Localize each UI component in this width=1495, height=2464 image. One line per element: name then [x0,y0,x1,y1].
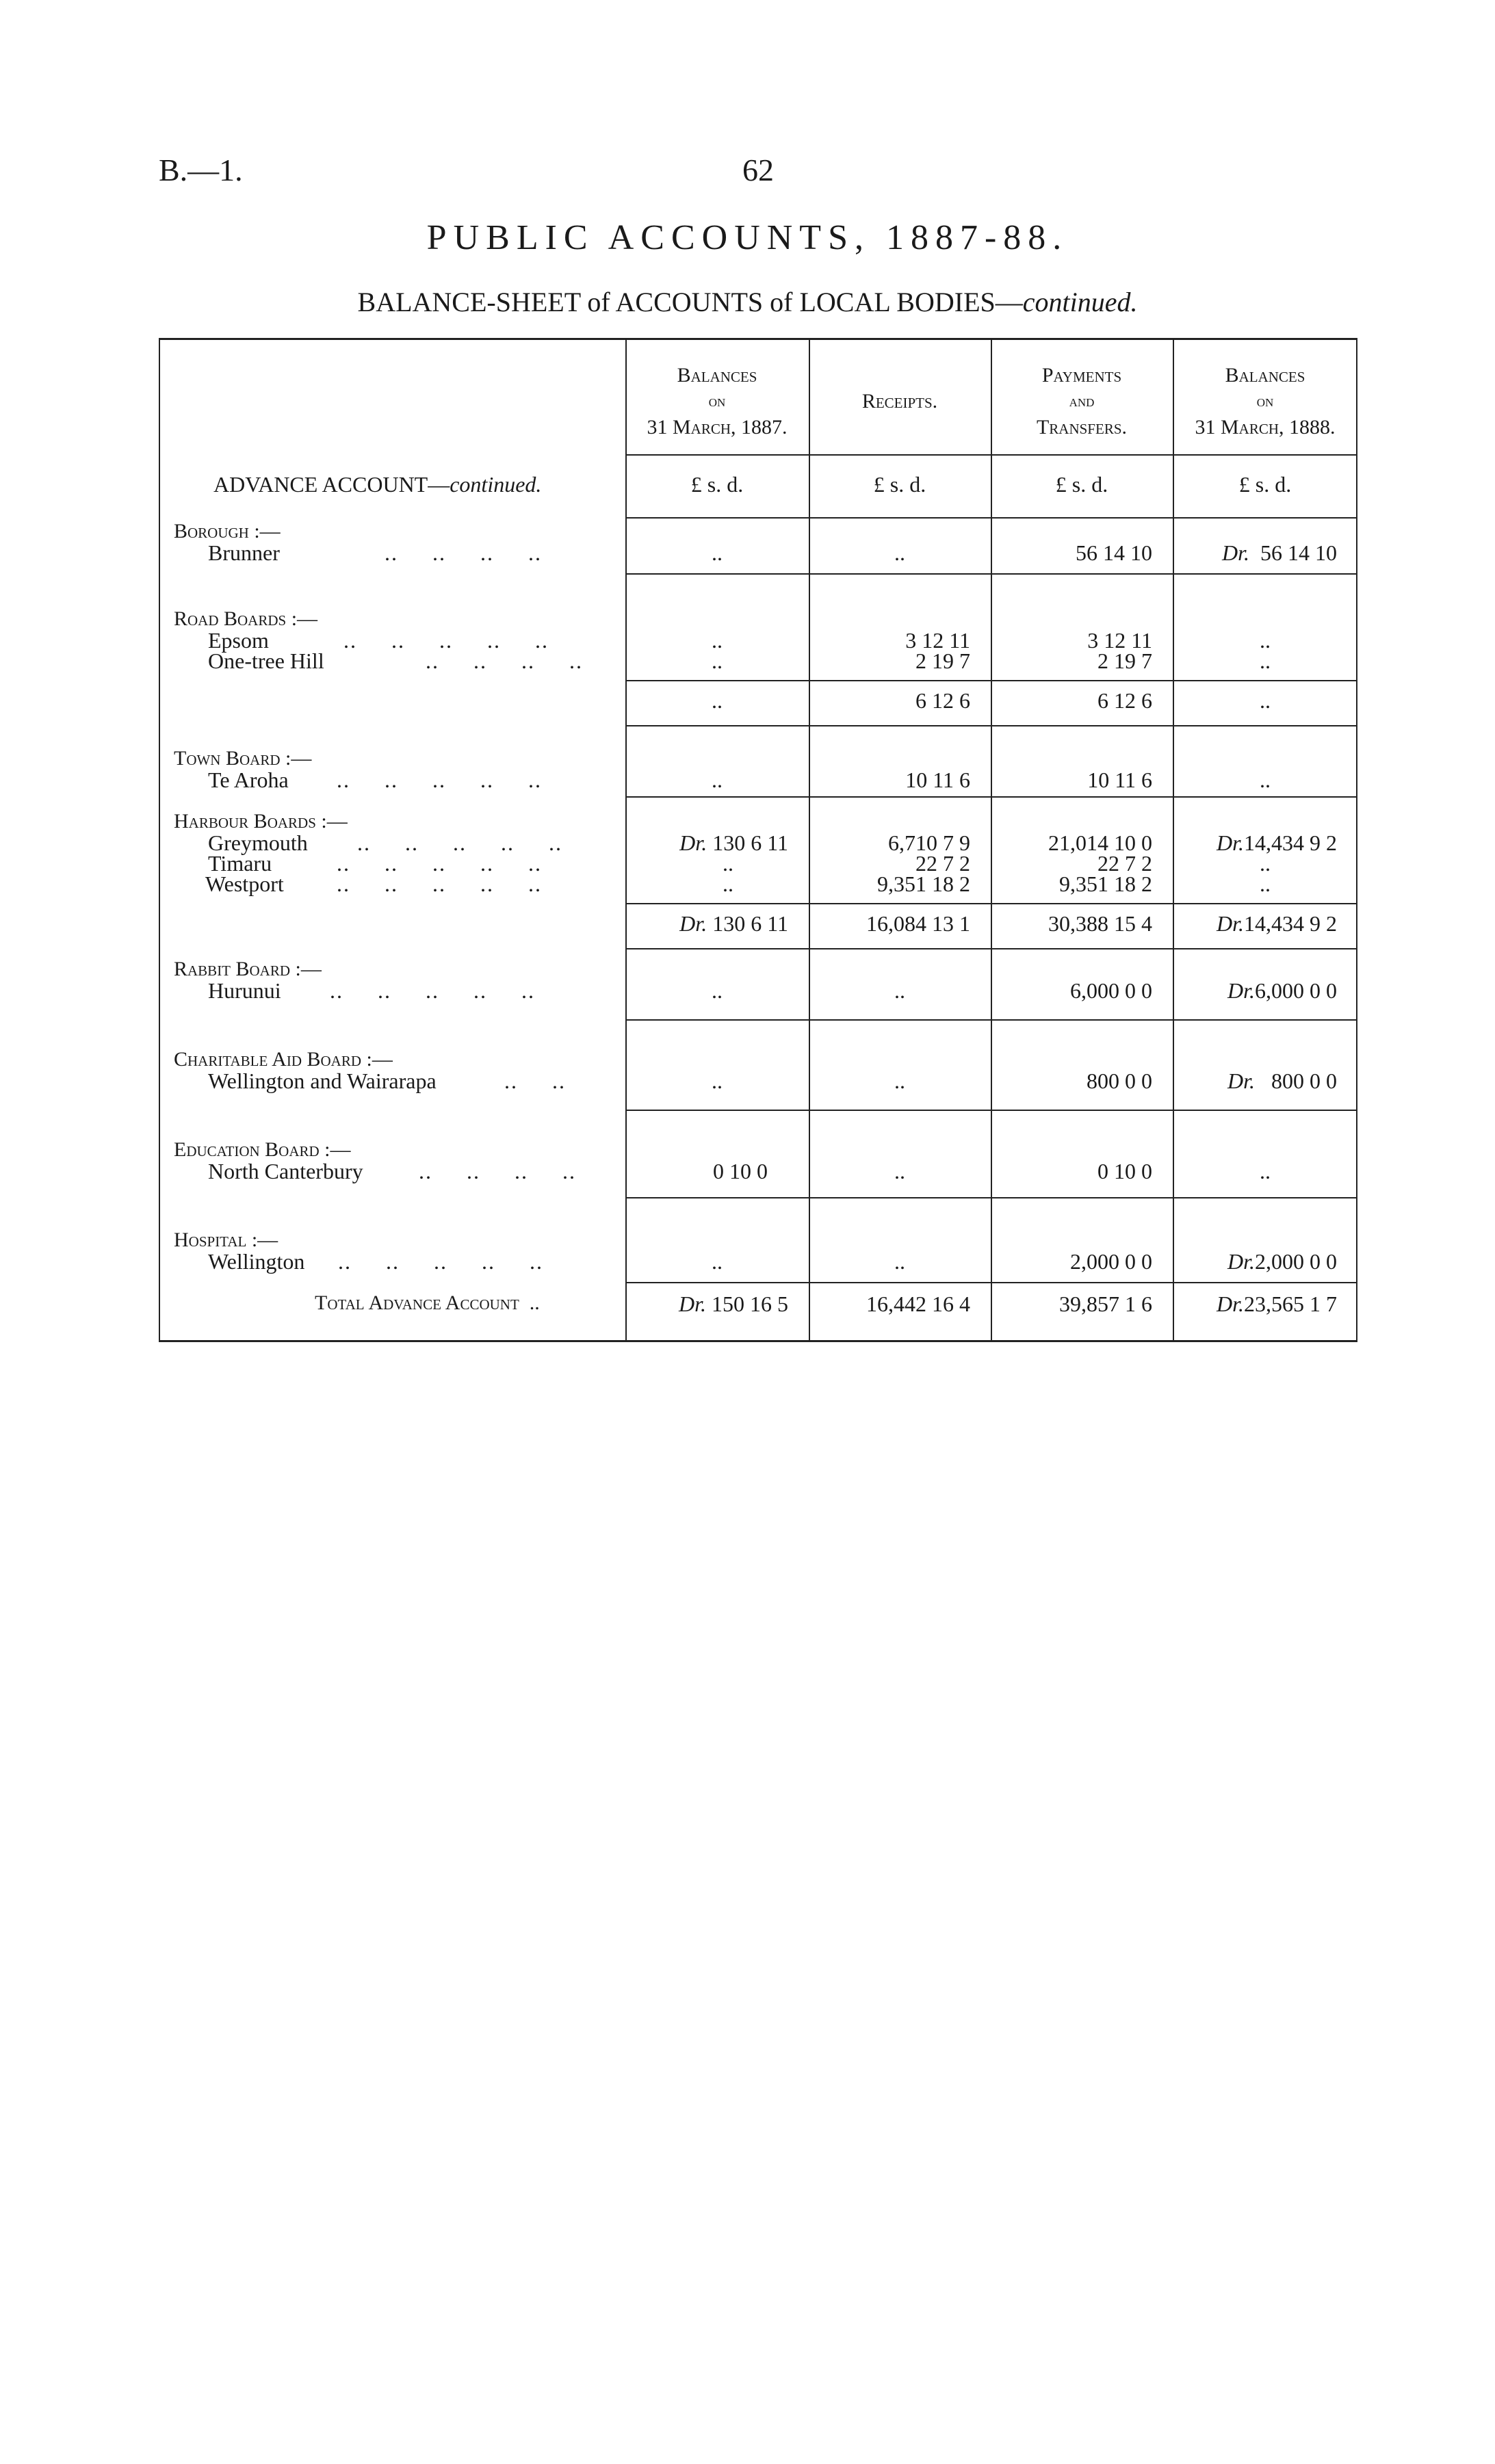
row-label-westport: Westport [205,871,284,896]
cell-wellington-wairarapa-c4: Dr. 800 0 0 [1227,1069,1337,1093]
cell-hurunui-c3: 6,000 0 0 [1070,978,1152,1003]
cell-epsom-c1: .. [712,628,723,653]
cell-wellington-c1: .. [712,1249,723,1274]
row-label-brunner: Brunner [208,540,280,565]
row-label-wellington: Wellington [208,1249,305,1274]
col-header-line: on [708,393,726,410]
row-rule [625,948,1357,949]
cell-te-aroha-c2: 10 11 6 [905,768,970,792]
cell-wellington-wairarapa-c1: .. [712,1069,723,1093]
col-header-line: Payments [1041,364,1122,386]
section-label-continued: continued. [450,472,542,497]
cell-timaru-c3: 22 7 2 [1097,851,1152,876]
col-header-line: Balances [1225,364,1305,386]
leader-dots: .. .. .. .. .. [337,871,542,896]
cell-harbour-subtotal-c3: 30,388 15 4 [1048,911,1152,936]
col-header-line: 31 March, 1887. [647,416,788,438]
col-header-line: Transfers. [1036,416,1128,438]
row-label-epsom: Epsom [208,628,269,653]
unit-label: £ s. d. [1238,472,1292,497]
cell-te-aroha-c1: .. [712,768,723,792]
cell-hurunui-c1: .. [712,978,723,1003]
leader-dots: .. .. [504,1069,566,1093]
cell-greymouth-c4: Dr.14,434 9 2 [1216,830,1337,855]
cell-wellington-c2: .. [894,1249,905,1274]
group-label-town-board: Town Board :— [174,747,312,770]
cell-harbour-subtotal-c1: Dr. 130 6 11 [679,911,788,936]
subtitle-continued: continued. [1022,287,1138,317]
unit-label: £ s. d. [873,472,926,497]
page-number: 62 [742,153,774,187]
cell-brunner-c2: .. [894,540,905,565]
cell-te-aroha-c4: .. [1260,768,1271,792]
cell-harbour-subtotal-c4: Dr.14,434 9 2 [1216,911,1337,936]
cell-te-aroha-c3: 10 11 6 [1087,768,1152,792]
cell-wellington-wairarapa-c3: 800 0 0 [1087,1069,1152,1093]
cell-north-canterbury-c4: .. [1260,1159,1271,1183]
leader-dots: .. .. .. .. [426,648,583,673]
cell-one-tree-hill-c1: .. [712,648,723,673]
col-header-payments [991,363,1173,441]
cell-westport-c4: .. [1260,871,1271,896]
row-rule [625,903,1357,904]
row-rule [625,1282,1357,1283]
cell-road-subtotal-c4: .. [1260,688,1271,713]
col-header-line: and [1069,393,1095,410]
page-title: PUBLIC ACCOUNTS, 1887-88. [426,218,1069,257]
cell-westport-c1: .. [723,871,733,896]
row-rule [625,1110,1357,1111]
row-label-wellington-and-wairarapa: Wellington and Wairarapa [208,1069,437,1093]
unit-label: £ s. d. [1055,472,1108,497]
cell-one-tree-hill-c3: 2 19 7 [1097,648,1152,673]
cell-greymouth-c2: 6,710 7 9 [888,830,970,855]
cell-epsom-c4: .. [1260,628,1271,653]
cell-total-c3: 39,857 1 6 [1059,1292,1152,1316]
cell-road-subtotal-c2: 6 12 6 [915,688,970,713]
leader-dots: .. .. .. .. [419,1159,576,1183]
cell-total-c4: Dr.23,565 1 7 [1216,1292,1337,1316]
group-label-hospital: Hospital :— [174,1229,278,1251]
leader-dots: .. .. .. .. .. [338,1249,543,1274]
document-reference: B.—1. [159,153,243,187]
row-label-timaru: Timaru [208,851,272,876]
cell-timaru-c1: .. [723,851,733,876]
cell-greymouth-c1: Dr. 130 6 11 [679,830,788,855]
total-row-label: Total Advance Account .. [315,1292,540,1314]
cell-westport-c3: 9,351 18 2 [1059,871,1152,896]
col-header-line: Balances [677,364,757,386]
cell-timaru-c4: .. [1260,851,1271,876]
row-rule [625,796,1357,798]
header-rule [625,454,1357,456]
row-rule [625,1019,1357,1021]
leader-dots: .. .. .. .. .. [357,830,562,855]
col-header-line: on [1256,393,1274,410]
cell-one-tree-hill-c4: .. [1260,648,1271,673]
page-subtitle [0,286,1495,318]
cell-epsom-c3: 3 12 11 [1087,628,1152,653]
group-label-borough: Borough :— [174,520,281,542]
col-header-line: Receipts. [861,390,938,412]
row-label-greymouth: Greymouth [208,830,308,855]
row-label-te-aroha: Te Aroha [208,768,289,792]
cell-brunner-c1: .. [712,540,723,565]
row-rule [625,680,1357,681]
unit-label: £ s. d. [690,472,744,497]
row-rule [625,1197,1357,1198]
row-label-one-tree-hill: One-tree Hill [208,648,324,673]
cell-timaru-c2: 22 7 2 [915,851,970,876]
row-rule [625,517,1357,519]
leader-dots: .. .. .. .. .. [343,628,549,653]
group-label-charitable-aid-board: Charitable Aid Board :— [174,1048,393,1071]
cell-wellington-c3: 2,000 0 0 [1070,1249,1152,1274]
col-header-balances-1888 [1173,363,1357,441]
row-rule [625,725,1357,726]
group-label-road-boards: Road Boards :— [174,607,318,630]
group-label-rabbit-board: Rabbit Board :— [174,958,322,980]
cell-north-canterbury-c3: 0 10 0 [1097,1159,1152,1183]
cell-north-canterbury-c1: 0 10 0 [713,1159,768,1183]
row-label-hurunui: Hurunui [208,978,281,1003]
group-label-education-board: Education Board :— [174,1138,351,1161]
cell-north-canterbury-c2: .. [894,1159,905,1183]
cell-brunner-c4: Dr. 56 14 10 [1221,540,1337,565]
cell-harbour-subtotal-c2: 16,084 13 1 [866,911,970,936]
leader-dots: .. .. .. .. .. [330,978,535,1003]
col-header-line: 31 March, 1888. [1195,416,1336,438]
leader-dots: .. .. .. .. [385,540,542,565]
row-label-north-canterbury: North Canterbury [208,1159,363,1183]
leader-dots: .. .. .. .. .. [337,768,542,792]
cell-wellington-c4: Dr.2,000 0 0 [1227,1249,1337,1274]
section-heading [213,472,541,497]
cell-total-c2: 16,442 16 4 [866,1292,970,1316]
cell-total-c1: Dr. 150 16 5 [678,1292,788,1316]
cell-westport-c2: 9,351 18 2 [877,871,970,896]
cell-greymouth-c3: 21,014 10 0 [1048,830,1152,855]
balance-sheet-table [159,338,1357,1342]
cell-epsom-c2: 3 12 11 [905,628,970,653]
group-label-harbour-boards: Harbour Boards :— [174,810,348,833]
cell-one-tree-hill-c2: 2 19 7 [915,648,970,673]
cell-road-subtotal-c1: .. [712,688,723,713]
col-header-balances-1887 [625,363,809,441]
leader-dots: .. .. .. .. .. [337,851,542,876]
cell-hurunui-c2: .. [894,978,905,1003]
cell-brunner-c3: 56 14 10 [1076,540,1152,565]
subtitle-main: BALANCE-SHEET of ACCOUNTS of LOCAL BODIES— [357,287,1023,317]
row-rule [625,573,1357,575]
cell-wellington-wairarapa-c2: .. [894,1069,905,1093]
cell-road-subtotal-c3: 6 12 6 [1097,688,1152,713]
cell-hurunui-c4: Dr.6,000 0 0 [1227,978,1337,1003]
section-label: ADVANCE ACCOUNT— [213,472,450,497]
col-header-receipts [809,389,991,415]
